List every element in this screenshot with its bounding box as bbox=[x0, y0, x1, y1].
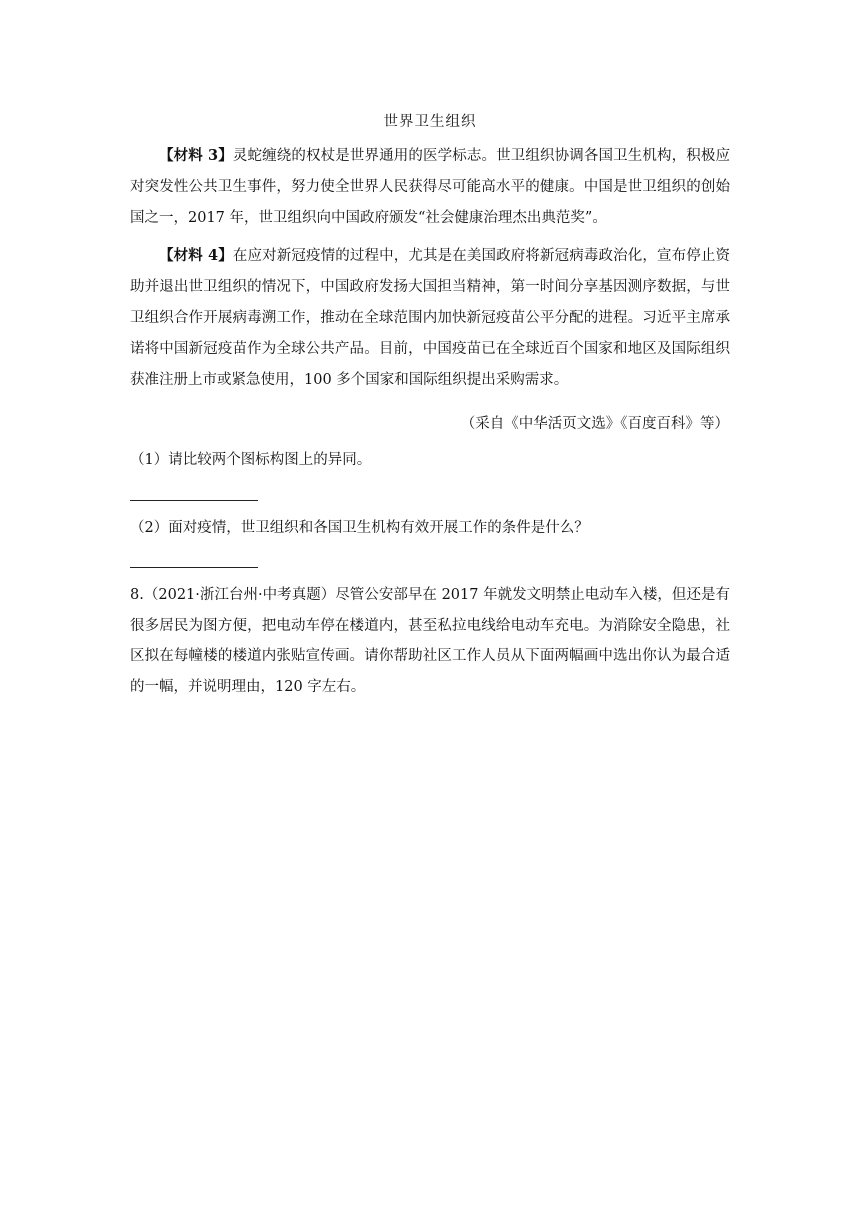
material-4-tag: 【材料 4】 bbox=[159, 247, 233, 264]
answer-blank-2[interactable] bbox=[130, 567, 258, 568]
material-4-text: 在应对新冠疫情的过程中，尤其是在美国政府将新冠病毒政治化，宣布停止资助并退出世卫组织的情况下，中国政府发扬大国担当精神，第一时间分享基因测序数据，与世卫组织合作开展病毒溯工作，推动在全球范围内加快新冠疫苗公平分配的进程。习近平主席承诺将中国新冠疫苗作为全球公共产品。目前，中国疫苗已在全球近百个国家和地区及国际组织获准注册上市或紧急使用，100 多个国家和国际组织提出采购需求。 bbox=[130, 248, 730, 388]
problem-8: 8.（2021·浙江台州·中考真题）尽管公安部早在 2017 年就发文明禁止电动车入楼，但还是有很多居民为图方便，把电动车停在楼道内，甚至私拉电线给电动车充电。为消除安全隐患，社区拟在每幢楼的楼道内张贴宣传画。请你帮助社区工作人员从下面两幅画中选出你认为最合适的一幅，并说明理由，120 字左右。 bbox=[130, 587, 730, 695]
question-2: （2）面对疫情，世卫组织和各国卫生机构有效开展工作的条件是什么？ bbox=[130, 520, 589, 536]
material-3-paragraph bbox=[130, 140, 730, 234]
answer-blank-1[interactable] bbox=[130, 500, 258, 501]
material-4-paragraph bbox=[130, 240, 730, 396]
page-title: 世界卫生组织 bbox=[383, 114, 477, 130]
material-3-tag: 【材料 3】 bbox=[159, 147, 233, 164]
question-1: （1）请比较两个图标构图上的异同。 bbox=[130, 452, 372, 468]
source-citation: （采自《中华活页文选》《百度百科》等） bbox=[460, 416, 729, 432]
material-3-text: 灵蛇缠绕的权杖是世界通用的医学标志。世卫组织协调各国卫生机构，积极应对突发性公共卫生事件，努力使全世界人民获得尽可能高水平的健康。中国是世卫组织的创始国之一，2017 年，世卫组织向中国政府颁发“社会健康治理杰出典范奖”。 bbox=[130, 148, 730, 226]
